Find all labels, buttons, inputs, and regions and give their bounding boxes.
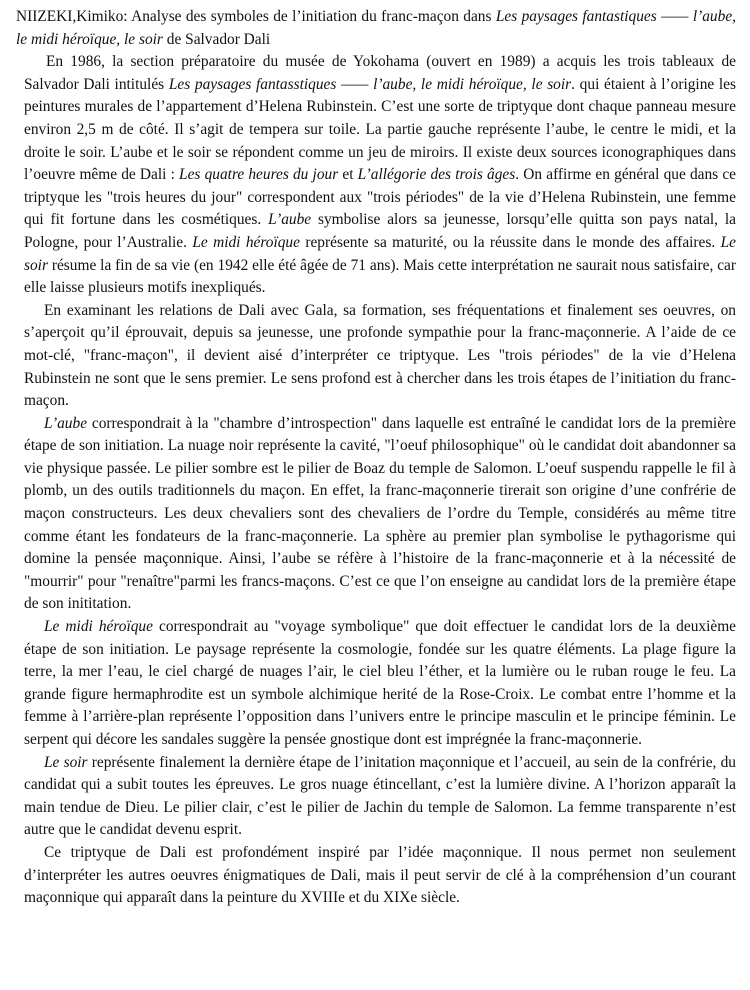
article-heading — [16, 6, 736, 51]
paragraph-5 — [16, 752, 736, 842]
heading-title-part-1: : Analyse des symboles de l’initiation du franc-maçon dans — [123, 8, 496, 25]
p1-text-1: En 1986, la section préparatoire du musée de Yokohama (ouvert en 1989) a acquis les trois tableaux de Salvador Dali intitulés — [24, 53, 736, 93]
p1-italic-aube: L’aube — [268, 211, 312, 229]
p1-text-2: . qui étaient à l’origine les peintures murales de l’appartement d’Helena Rubinstein. C’est une sorte de triptyque dont chaque panneau mesure environ 2,5 m de côté. Il s’agit de tempera sur toile. La partie gauche représente l’aube, le centre le midi, et la droite le soir. L’aube et le soir se répondent comme un jeu de miroirs. Il existe deux sources iconographiques dans l’oeuvre même de Dali : — [24, 75, 736, 184]
heading-title-part-2: de Salvador Dali — [162, 30, 271, 48]
p1-italic-title: Les paysages fantasstiques —— l’aube, le midi héroïque, le soir — [168, 75, 572, 93]
p3-lead-italic: L’aube — [44, 414, 88, 432]
p1-text-5: symbolise alors sa jeunesse, lorsqu’elle quitta son pays natal, la Pologne, pour l’Australie. — [24, 211, 736, 251]
p3-text: correspondrait à la "chambre d’introspection" dans laquelle est entraîné le candidat lors de la première étape de son initiation. La nuage noir représente la cavité, "l’oeuf philosophique" où le candidat doit abandonner sa vie physique passée. Le pilier sombre est le pilier de Boaz du temple de Salomon. L’oeuf suspendu rappelle le fil à plomb, un des outils traditionnels du maçon. En effet, la franc-maçonnerie tirerait son origine d’une confrérie de maçon constructeurs. Les deux chevaliers sont des chevaliers de l’ordre du Temple, considérés au même titre comme étant les fondateurs de la franc-maçonnerie. La sphère au premier plan symbolise le pythagorisme qui domine la pensée maçonnique. Ainsi, l’aube se réfère à l’histoire de la franc-maçonnerie et à la nécessité de "mourrir" pour "renaître"parmi les francs-maçons. C’est ce que l’on enseigne au candidat lors de la première étape de son inititation. — [24, 414, 736, 613]
p5-text: représente finalement la dernière étape de l’initation maçonnique et l’accueil, au sein de la confrérie, du candidat qui a subit toutes les épreuves. Le gros nuage étincellant, c’est la lumière divine. A l’horizon apparaît la main tendue de Dieu. Le pilier clair, c’est le pilier de Jachin du temple de Salomon. La femme transparente n’est autre que le candidat devenu esprit. — [24, 753, 736, 839]
p4-text: correspondrait au "voyage symbolique" que doit effectuer le candidat lors de la deuxième étape de son initiation. Le paysage représente la cosmologie, fondée sur les quatre éléments. La plage figure la terre, la mer l’eau, le ciel chargé de nuages l’air, le ciel bleu l’éther, et la lumière ou le ruban rouge le feu. La grande figure hermaphrodite est un symbole alchimique herité de la Rose-Croix. Le combat entre l’homme et la femme à l’arrière-plan représente l’opposition dans l’univers entre le principe masculin et le principe féminin. Le serpent qui décore les sandales suggère la pensée gnostique dont est imprégnée la franc-maçonnerie. — [24, 618, 736, 748]
p4-lead-italic: Le midi héroïque — [44, 618, 153, 636]
p1-italic-midi: Le midi héroïque — [192, 233, 300, 251]
p1-text-3: et — [338, 166, 358, 184]
p1-italic-work-1: Les quatre heures du jour — [179, 166, 339, 184]
p1-italic-soir: Le soir — [24, 233, 737, 274]
p5-lead-italic: Le soir — [44, 753, 88, 771]
paragraph-3 — [16, 413, 736, 616]
author-name: NIIZEKI,Kimiko — [16, 8, 124, 25]
p1-text-4: . On affirme en général que dans ce triptyque les "trois heures du jour" correspondent aux "trois périodes" de la vie d’Helena Rubinstein, une femme qui fit fortune dans les cosmétiques. — [24, 166, 737, 229]
p1-italic-work-2: L’allégorie des trois âges — [357, 166, 516, 184]
p1-text-7: résume la fin de sa vie (en 1942 elle été âgée de 71 ans). Mais cette interprétation ne saurait nous satisfaire, car elle laisse plusieurs motifs inexpliqués. — [24, 256, 736, 297]
paragraph-2: En examinant les relations de Dali avec Gala, sa formation, ses fréquentations et finalement ses oeuvres, on s’aperçoit qu’il éprouvait, depuis sa jeunesse, une profonde sympathie pour la franc-maçonnerie. A l’aide de ce mot-clé, "franc-maçon", il devient aisé d’interpréter ce triptyque. Les "trois périodes" de la vie d’Helena Rubinstein ne sont que le sens premier. Le sens profond est à chercher dans les trois étapes de l’initiation du franc-maçon. — [24, 301, 736, 410]
p1-text-6: représente sa maturité, ou la réussite dans le monde des affaires. — [299, 233, 721, 251]
heading-title-italic: Les paysages fantastiques —— l’aube, le midi héroïque, le soir — [16, 8, 736, 48]
paragraph-4 — [16, 616, 736, 752]
paragraph-6: Ce triptyque de Dali est profondément inspiré par l’idée maçonnique. Il nous permet non seulement d’interpréter les autres oeuvres énigmatiques de Dali, mais il peut servir de clé à la compréhension d’un courant maçonnique qui apparaît dans la peinture du XVIIIe et du XIXe siècle. — [24, 843, 736, 907]
paragraph-1 — [16, 51, 736, 300]
